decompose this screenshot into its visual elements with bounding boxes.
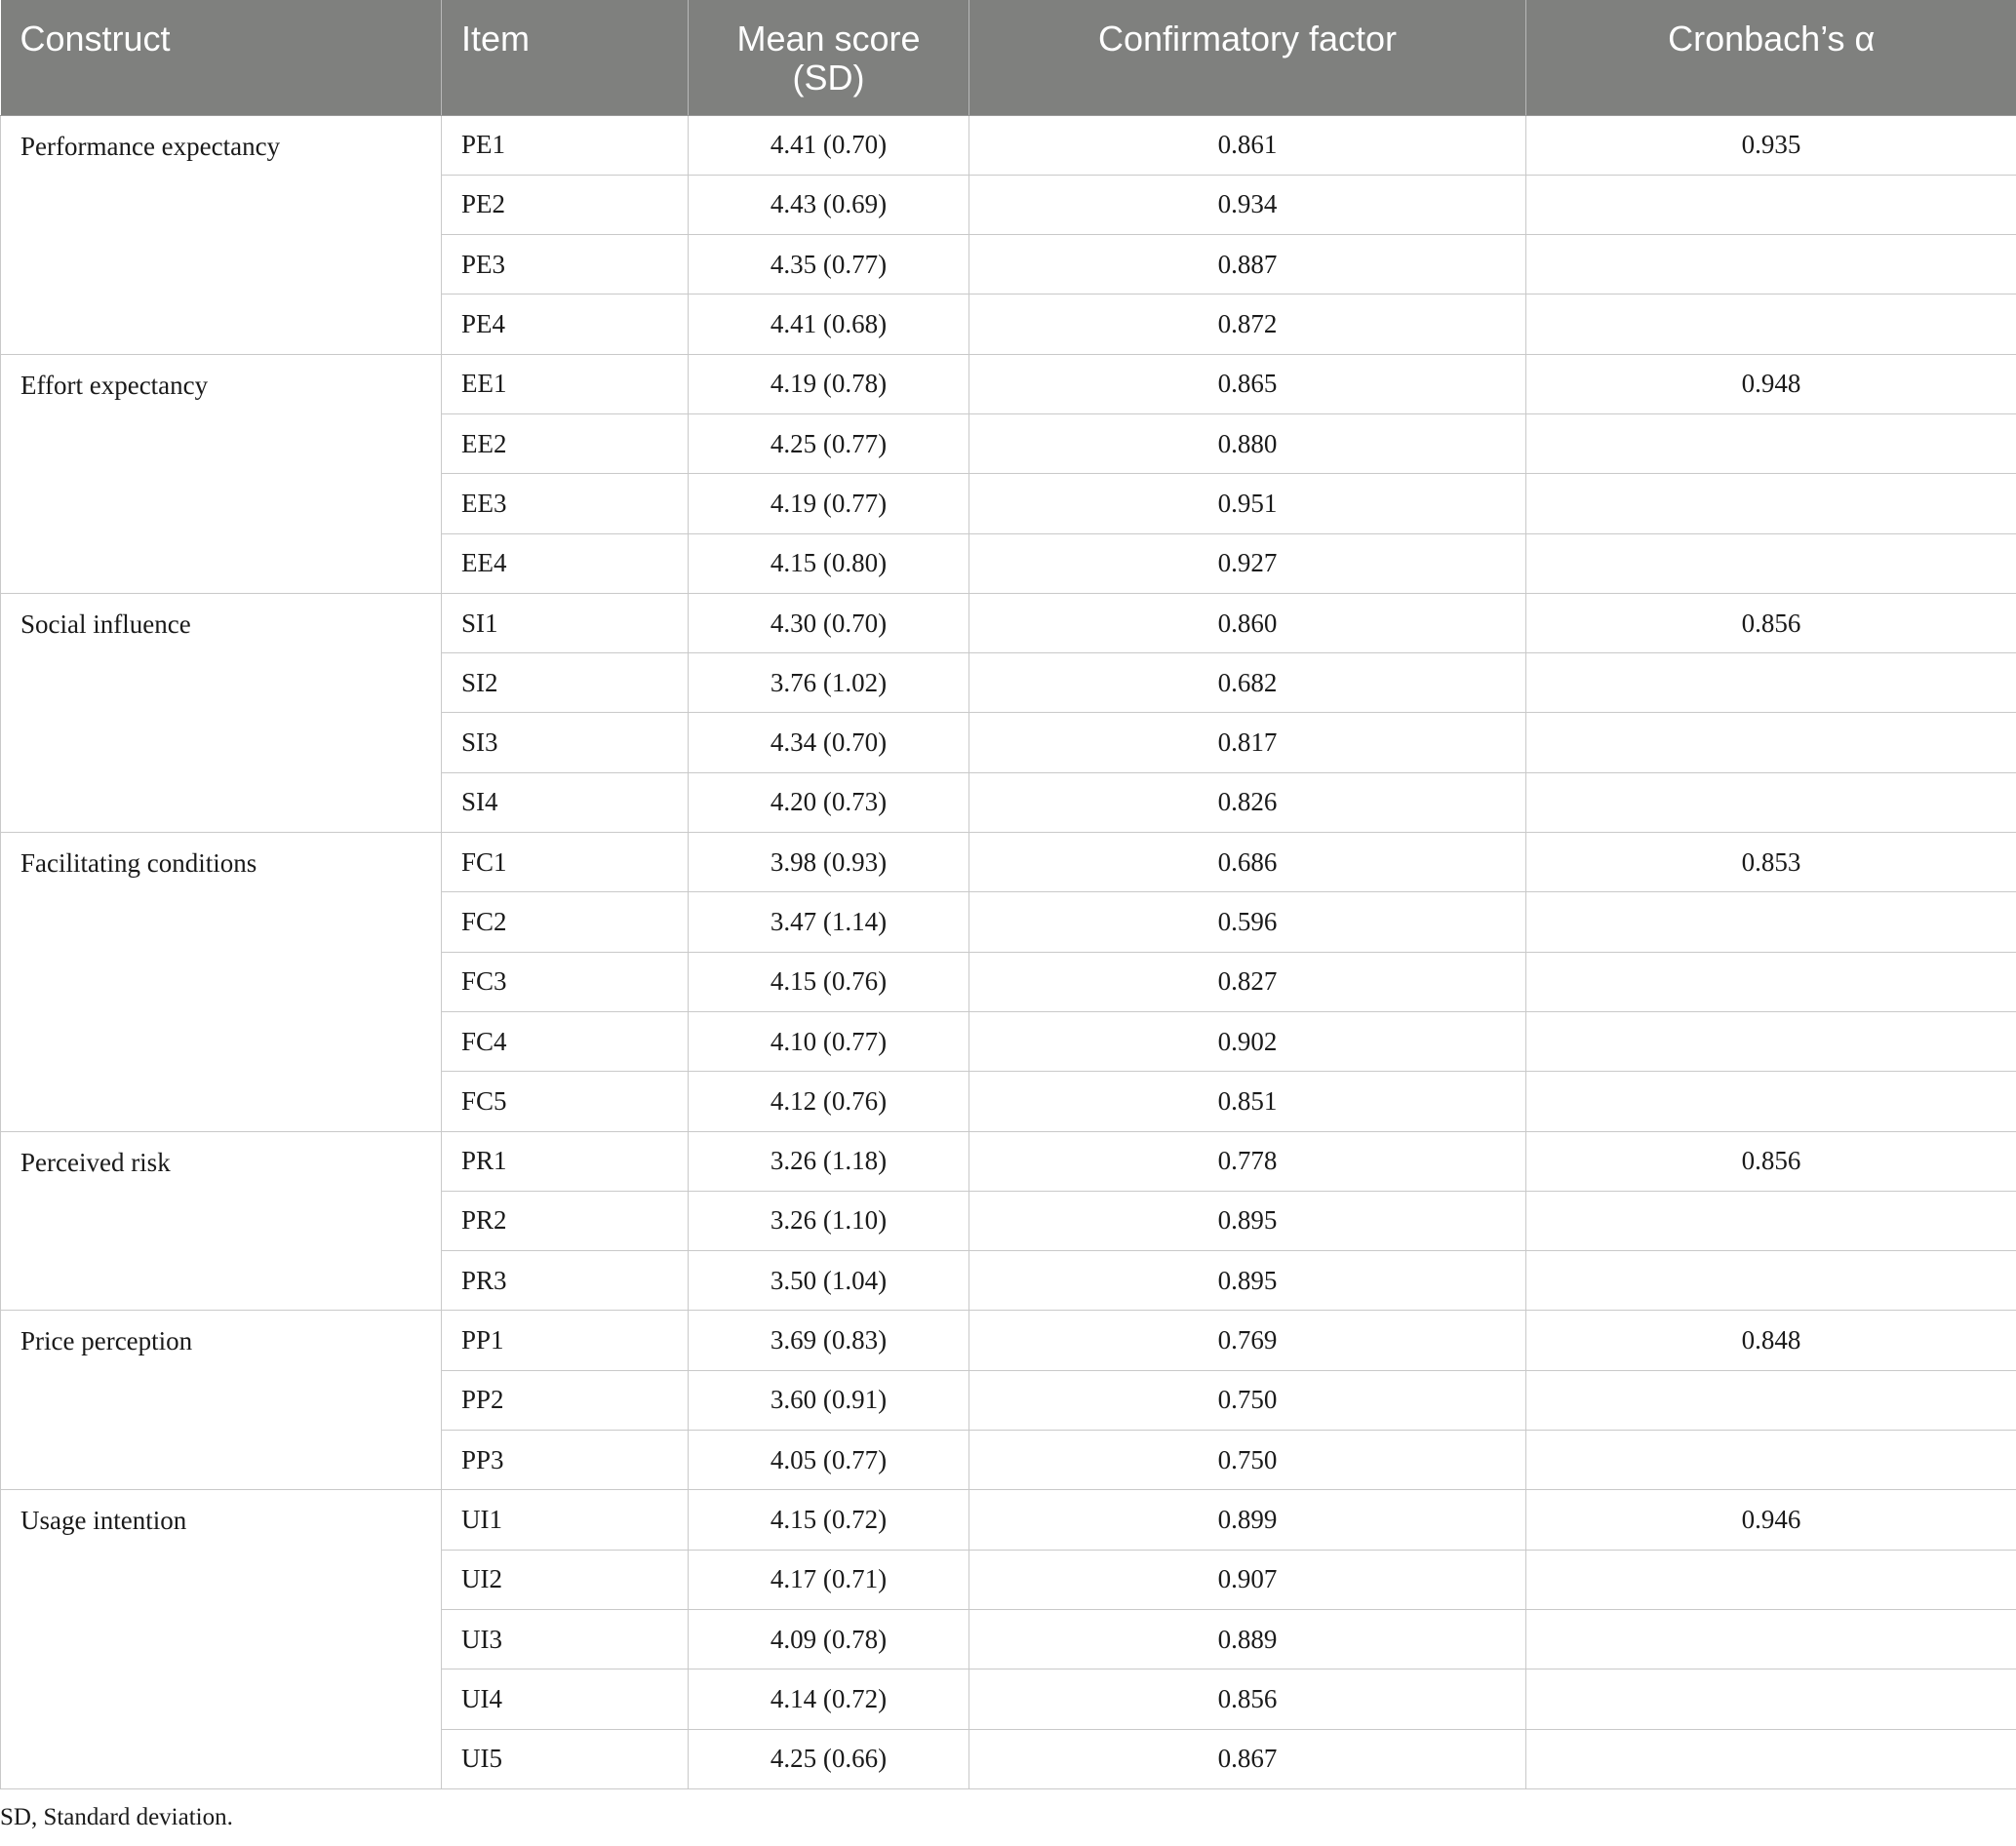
mean-score-cell: 4.41 (0.68) [689, 295, 969, 354]
confirmatory-factor-cell: 0.889 [969, 1609, 1526, 1669]
mean-score-cell: 4.15 (0.76) [689, 952, 969, 1011]
mean-score-cell: 4.43 (0.69) [689, 175, 969, 234]
cronbach-alpha-cell [1526, 533, 2016, 593]
cronbach-alpha-cell [1526, 892, 2016, 952]
item-cell: EE4 [442, 533, 689, 593]
item-cell: SI3 [442, 713, 689, 772]
cronbach-alpha-cell [1526, 713, 2016, 772]
table-row [1, 1311, 2016, 1370]
construct-cell: Performance expectancy [1, 115, 442, 354]
confirmatory-factor-cell: 0.596 [969, 892, 1526, 952]
confirmatory-factor-cell: 0.867 [969, 1729, 1526, 1788]
mean-score-cell: 4.20 (0.73) [689, 772, 969, 832]
mean-score-cell: 4.19 (0.78) [689, 354, 969, 413]
confirmatory-factor-cell: 0.887 [969, 235, 1526, 295]
confirmatory-factor-cell: 0.827 [969, 952, 1526, 1011]
cronbach-alpha-cell [1526, 1431, 2016, 1490]
table-footnote: SD, Standard deviation. [0, 1804, 233, 1830]
header-cronbach-alpha: Cronbach’s α [1526, 0, 2016, 115]
header-construct: Construct [1, 0, 442, 115]
confirmatory-factor-cell: 0.686 [969, 833, 1526, 892]
item-cell: FC5 [442, 1072, 689, 1131]
item-cell: PE3 [442, 235, 689, 295]
confirmatory-factor-cell: 0.682 [969, 653, 1526, 713]
item-cell: SI2 [442, 653, 689, 713]
confirmatory-factor-cell: 0.778 [969, 1131, 1526, 1191]
cronbach-alpha-cell [1526, 474, 2016, 533]
table-header [1, 0, 2016, 115]
cronbach-alpha-cell: 0.856 [1526, 1131, 2016, 1191]
header-item: Item [442, 0, 689, 115]
cronbach-alpha-cell [1526, 1191, 2016, 1250]
mean-score-cell: 3.26 (1.10) [689, 1191, 969, 1250]
item-cell: EE3 [442, 474, 689, 533]
table-row [1, 1131, 2016, 1191]
header-mean-score: Mean score (SD) [689, 0, 969, 115]
mean-score-cell: 4.35 (0.77) [689, 235, 969, 295]
cronbach-alpha-cell [1526, 175, 2016, 234]
confirmatory-factor-cell: 0.860 [969, 593, 1526, 652]
confirmatory-factor-cell: 0.902 [969, 1011, 1526, 1071]
mean-score-cell: 4.25 (0.77) [689, 413, 969, 473]
item-cell: PR1 [442, 1131, 689, 1191]
confirmatory-factor-cell: 0.750 [969, 1431, 1526, 1490]
mean-score-cell: 3.50 (1.04) [689, 1251, 969, 1311]
mean-score-cell: 4.41 (0.70) [689, 115, 969, 175]
item-cell: FC1 [442, 833, 689, 892]
construct-cell: Effort expectancy [1, 354, 442, 593]
mean-score-cell: 4.30 (0.70) [689, 593, 969, 652]
mean-score-cell: 3.98 (0.93) [689, 833, 969, 892]
mean-score-cell: 3.60 (0.91) [689, 1370, 969, 1430]
mean-score-cell: 4.34 (0.70) [689, 713, 969, 772]
cronbach-alpha-cell [1526, 1011, 2016, 1071]
item-cell: SI1 [442, 593, 689, 652]
construct-cell: Price perception [1, 1311, 442, 1490]
item-cell: UI5 [442, 1729, 689, 1788]
item-cell: EE2 [442, 413, 689, 473]
item-cell: EE1 [442, 354, 689, 413]
item-cell: PR2 [442, 1191, 689, 1250]
header-row [1, 0, 2016, 115]
construct-cell: Facilitating conditions [1, 833, 442, 1131]
item-cell: FC3 [442, 952, 689, 1011]
confirmatory-factor-cell: 0.880 [969, 413, 1526, 473]
confirmatory-factor-cell: 0.899 [969, 1490, 1526, 1550]
item-cell: PP1 [442, 1311, 689, 1370]
item-cell: PE4 [442, 295, 689, 354]
cronbach-alpha-cell [1526, 1609, 2016, 1669]
mean-score-cell: 4.19 (0.77) [689, 474, 969, 533]
item-cell: PE2 [442, 175, 689, 234]
item-cell: UI2 [442, 1550, 689, 1609]
confirmatory-factor-cell: 0.927 [969, 533, 1526, 593]
cronbach-alpha-cell [1526, 235, 2016, 295]
table-row [1, 115, 2016, 175]
cronbach-alpha-cell [1526, 653, 2016, 713]
confirmatory-factor-cell: 0.861 [969, 115, 1526, 175]
cronbach-alpha-cell [1526, 1729, 2016, 1788]
mean-score-cell: 4.09 (0.78) [689, 1609, 969, 1669]
table-row [1, 833, 2016, 892]
mean-score-cell: 4.25 (0.66) [689, 1729, 969, 1788]
table-row [1, 354, 2016, 413]
cronbach-alpha-cell [1526, 295, 2016, 354]
cronbach-alpha-cell [1526, 952, 2016, 1011]
cronbach-alpha-cell: 0.948 [1526, 354, 2016, 413]
table-row [1, 1490, 2016, 1550]
mean-score-cell: 3.47 (1.14) [689, 892, 969, 952]
construct-cell: Usage intention [1, 1490, 442, 1788]
confirmatory-factor-cell: 0.895 [969, 1191, 1526, 1250]
table-body [1, 115, 2016, 1788]
mean-score-cell: 3.76 (1.02) [689, 653, 969, 713]
item-cell: PP3 [442, 1431, 689, 1490]
confirmatory-factor-cell: 0.865 [969, 354, 1526, 413]
construct-cell: Social influence [1, 593, 442, 832]
mean-score-cell: 4.14 (0.72) [689, 1669, 969, 1729]
cronbach-alpha-cell [1526, 772, 2016, 832]
confirmatory-factor-cell: 0.826 [969, 772, 1526, 832]
cronbach-alpha-cell [1526, 1550, 2016, 1609]
header-confirmatory-factor: Confirmatory factor [969, 0, 1526, 115]
confirmatory-factor-cell: 0.817 [969, 713, 1526, 772]
confirmatory-factor-cell: 0.750 [969, 1370, 1526, 1430]
mean-score-cell: 4.10 (0.77) [689, 1011, 969, 1071]
mean-score-cell: 4.15 (0.80) [689, 533, 969, 593]
confirmatory-factor-cell: 0.895 [969, 1251, 1526, 1311]
item-cell: UI3 [442, 1609, 689, 1669]
mean-score-cell: 4.15 (0.72) [689, 1490, 969, 1550]
cronbach-alpha-cell [1526, 413, 2016, 473]
mean-score-cell: 3.26 (1.18) [689, 1131, 969, 1191]
mean-score-cell: 4.12 (0.76) [689, 1072, 969, 1131]
item-cell: PR3 [442, 1251, 689, 1311]
item-cell: FC2 [442, 892, 689, 952]
cronbach-alpha-cell [1526, 1072, 2016, 1131]
table-row [1, 593, 2016, 652]
mean-score-cell: 4.05 (0.77) [689, 1431, 969, 1490]
confirmatory-factor-cell: 0.851 [969, 1072, 1526, 1131]
cronbach-alpha-cell [1526, 1669, 2016, 1729]
cronbach-alpha-cell: 0.856 [1526, 593, 2016, 652]
item-cell: PE1 [442, 115, 689, 175]
item-cell: FC4 [442, 1011, 689, 1071]
construct-cell: Perceived risk [1, 1131, 442, 1311]
cronbach-alpha-cell: 0.853 [1526, 833, 2016, 892]
confirmatory-factor-cell: 0.934 [969, 175, 1526, 234]
confirmatory-factor-cell: 0.951 [969, 474, 1526, 533]
mean-score-cell: 3.69 (0.83) [689, 1311, 969, 1370]
confirmatory-factor-cell: 0.907 [969, 1550, 1526, 1609]
confirmatory-factor-cell: 0.769 [969, 1311, 1526, 1370]
cronbach-alpha-cell: 0.935 [1526, 115, 2016, 175]
cronbach-alpha-cell: 0.848 [1526, 1311, 2016, 1370]
cronbach-alpha-cell [1526, 1370, 2016, 1430]
item-cell: UI4 [442, 1669, 689, 1729]
confirmatory-factor-cell: 0.872 [969, 295, 1526, 354]
mean-score-cell: 4.17 (0.71) [689, 1550, 969, 1609]
item-cell: SI4 [442, 772, 689, 832]
cronbach-alpha-cell [1526, 1251, 2016, 1311]
item-cell: PP2 [442, 1370, 689, 1430]
cronbach-alpha-cell: 0.946 [1526, 1490, 2016, 1550]
confirmatory-factor-cell: 0.856 [969, 1669, 1526, 1729]
item-cell: UI1 [442, 1490, 689, 1550]
